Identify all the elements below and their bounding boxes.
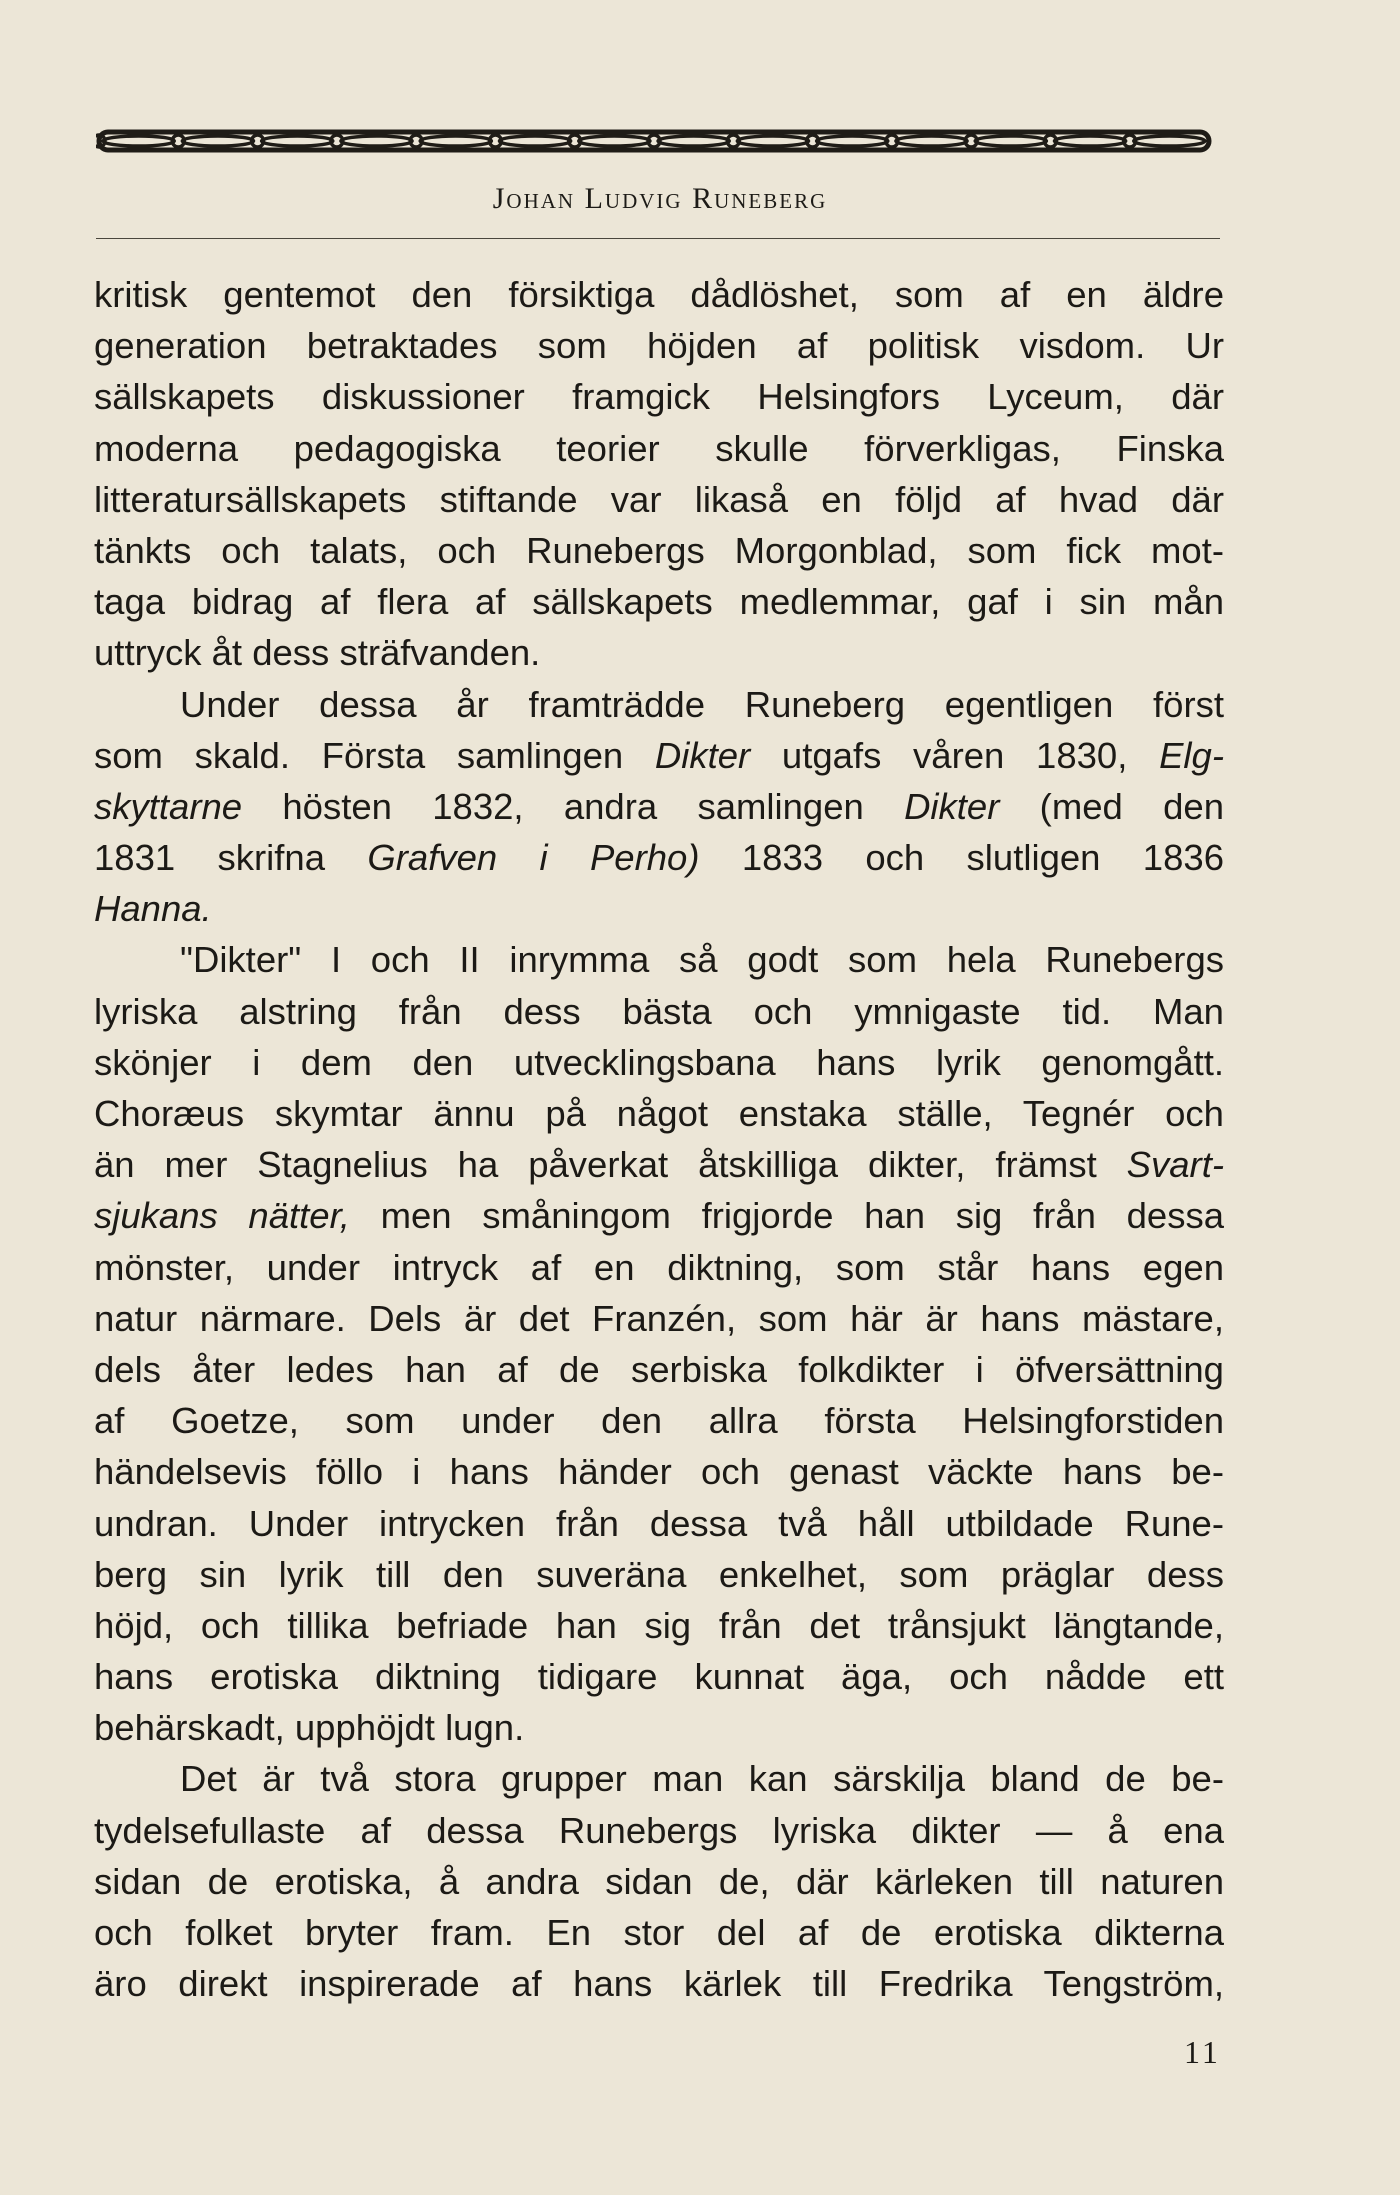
chain-link [341,136,412,146]
title-italic: Svart- [1126,1144,1224,1186]
page-number: 11 [1184,2034,1221,2070]
text-line: Under dessa år framträdde Runeberg egentligen först [180,683,1224,725]
text-line: hans erotiska diktning tidigare kunnat äga, och nådde ett [94,1656,1224,1698]
chain-link [896,136,967,146]
text-line [94,883,1224,934]
title-italic: Elg- [1159,734,1224,776]
title-italic: Hanna. [94,888,212,930]
text-line: äro direkt inspirerade af hans kärlek till Fredrika Tengström, [94,1963,1224,2005]
text-line: lyriska alstring från dess bästa och ymnigaste tid. Man [94,990,1224,1032]
body-text [94,269,1224,2009]
chain-link [1134,136,1205,146]
text-line: Choræus skymtar ännu på något enstaka ställe, Tegnér och [94,1093,1224,1134]
decorative-chain-border [96,127,1220,155]
text-line: uttryck åt dess sträfvanden. [94,632,541,674]
text-line: "Dikter" I och II inrymma så godt som hela Runebergs [180,939,1224,981]
text-line: höjd, och tillika befriade han sig från det trånsjukt längtande, [94,1604,1224,1646]
text-line: skyttarne hösten 1832, andra samlingen Dikter (med den [94,785,1224,827]
text-line: behärskadt, upphöjdt lugn. [94,1707,525,1749]
header-rule [96,238,1220,239]
text-line: tydelsefullaste af dessa Runebergs lyriska dikter — å ena [94,1809,1224,1851]
text-line: litteratursällskapets stiftande var likaså en följd af hvad där [94,478,1224,520]
chain-link [737,136,808,146]
text-line: och folket bryter fram. En stor del af de erotiska dikterna [94,1912,1224,1953]
text-line: sidan de erotiska, å andra sidan de, där kärleken till naturen [94,1860,1224,1902]
text-line: taga bidrag af flera af sällskapets medlemmar, gaf i sin mån [94,581,1224,623]
text-line: dels åter ledes han af de serbiska folkdikter i öfversättning [94,1348,1224,1390]
text-line: generation betraktades som höjden af politisk visdom. Ur [94,325,1224,367]
title-italic: sjukans nätter, [94,1195,350,1237]
chain-link [975,136,1046,146]
text-line: moderna pedagogiska teorier skulle förverkligas, Finska [94,427,1224,469]
running-head: Johan Ludvig Runeberg [492,182,828,215]
title-italic: Grafven i Perho) [367,837,700,879]
text-line: natur närmare. Dels är det Franzén, som här är hans mästare, [94,1297,1224,1339]
chain-link [499,136,570,146]
chain-link [817,136,888,146]
text-line: af Goetze, som under den allra första Helsingforstiden [94,1400,1224,1442]
chain-link [658,136,729,146]
chain-link [579,136,650,146]
text-line: än mer Stagnelius ha påverkat åtskilliga dikter, främst Svart- [94,1144,1224,1186]
text-line: händelsevis föllo i hans händer och genast väckte hans be- [94,1451,1224,1493]
title-italic: Dikter [904,785,1000,827]
chain-link [103,136,174,146]
title-italic: skyttarne [94,785,243,827]
text-line: sjukans nätter, men småningom frigjorde han sig från dessa [94,1195,1224,1237]
chain-link [262,136,333,146]
text-line: 1831 skrifna Grafven i Perho) 1833 och slutligen 1836 [94,837,1224,879]
chain-link [182,136,253,146]
text-line: Det är två stora grupper man kan särskilja bland de be- [180,1758,1224,1800]
text-line: berg sin lyrik till den suveräna enkelhet, som präglar dess [94,1553,1224,1595]
text-line: undran. Under intrycken från dessa två håll utbildade Rune- [94,1502,1224,1544]
chain-link [420,136,491,146]
text-line: tänkts och talats, och Runebergs Morgonblad, som fick mot- [94,529,1224,571]
text-line: mönster, under intryck af en diktning, som står hans egen [94,1246,1224,1288]
text-line: kritisk gentemot den försiktiga dådlöshet, som af en äldre [94,274,1224,315]
text-line: sällskapets diskussioner framgick Helsingfors Lyceum, där [94,376,1224,418]
text-line: skönjer i dem den utvecklingsbana hans lyrik genomgått. [94,1041,1224,1083]
title-italic: Dikter [654,734,751,776]
chain-link [1054,136,1125,146]
text-line: som skald. Första samlingen Dikter utgafs våren 1830, Elg- [94,734,1224,776]
